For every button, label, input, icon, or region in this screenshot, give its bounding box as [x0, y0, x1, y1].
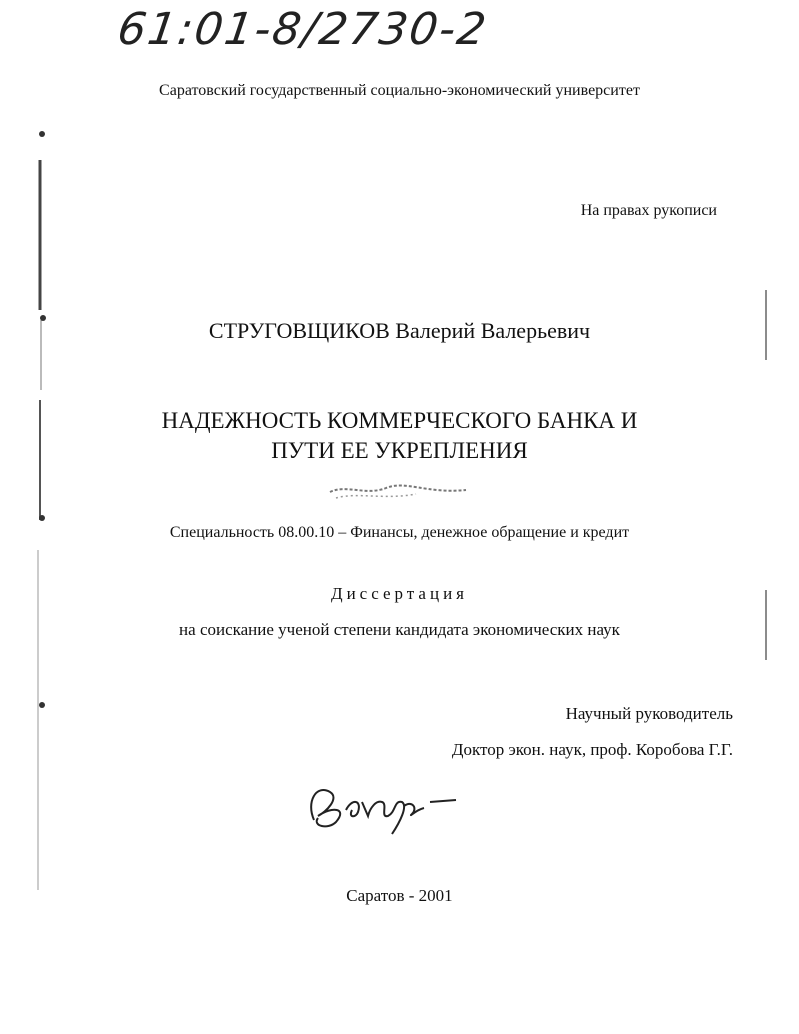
dissertation-label: Диссертация — [330, 584, 468, 603]
scan-edge-marks-right — [760, 290, 772, 660]
supervisor-name: Доктор экон. наук, проф. Коробова Г.Г. — [451, 740, 733, 759]
faint-stamp-mark — [326, 474, 476, 504]
title-line-1: НАДЕЖНОСТЬ КОММЕРЧЕСКОГО БАНКА И — [161, 408, 638, 433]
title-line-2: ПУТИ ЕЕ УКРЕПЛЕНИЯ — [271, 438, 528, 463]
author-signature — [296, 772, 466, 842]
dissertation-title — [0, 406, 799, 466]
archive-code-handwritten: 61:01-8/2730-2 — [114, 4, 491, 55]
scan-edge-marks — [34, 130, 48, 890]
specialty-line: Специальность 08.00.10 – Финансы, денежное обращение и кредит — [169, 524, 630, 541]
author-name: СТРУГОВЩИКОВ Валерий Валерьевич — [208, 318, 591, 343]
rights-note: На правах рукописи — [580, 202, 717, 219]
university-name: Саратовский государственный социально-экономический университет — [159, 82, 640, 99]
degree-line: на соискание ученой степени кандидата экономических наук — [179, 620, 620, 639]
city-year: Саратов - 2001 — [346, 886, 453, 905]
supervisor-label: Научный руководитель — [565, 704, 733, 723]
